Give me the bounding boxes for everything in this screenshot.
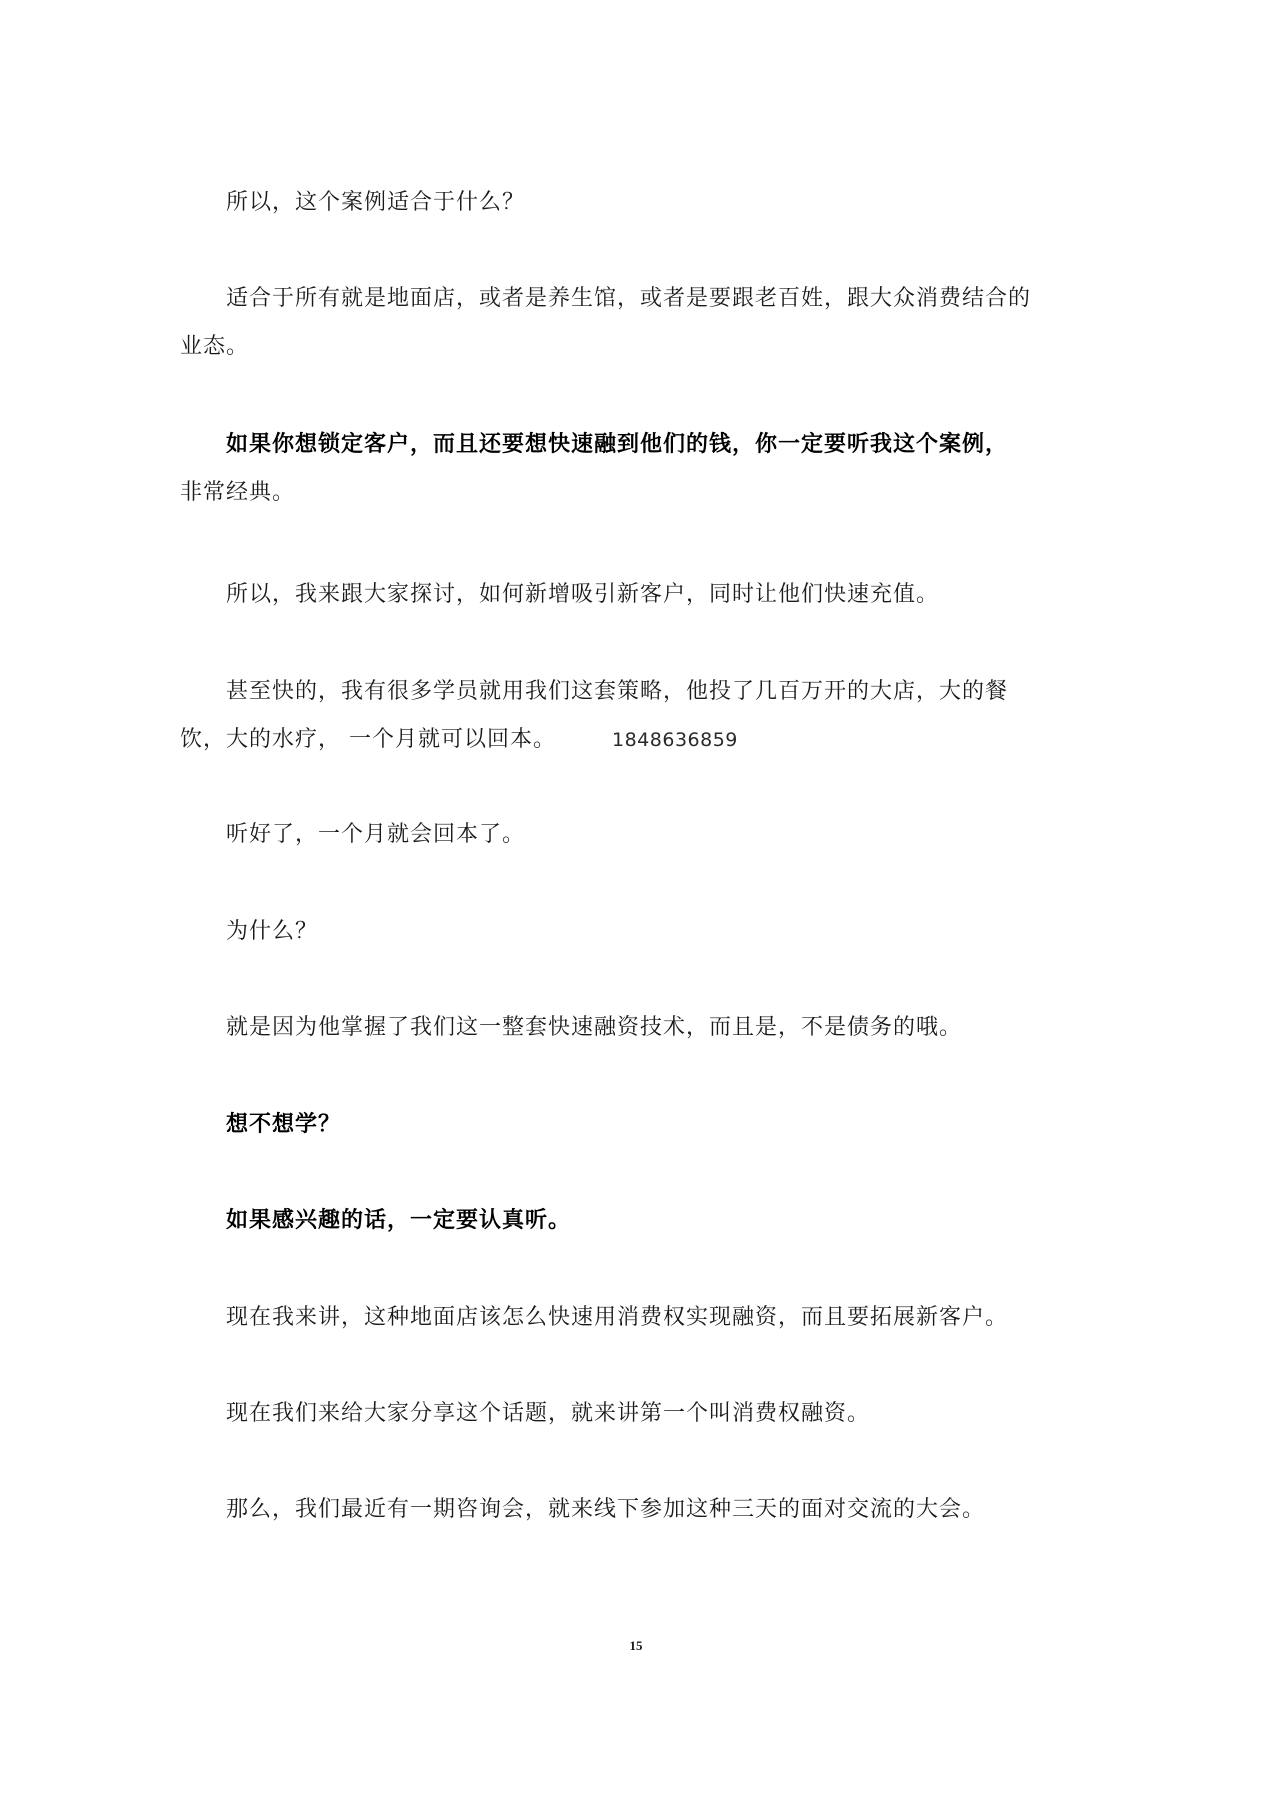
paragraph-text: 所以，这个案例适合于什么？ [226,190,526,215]
paragraph-text: 就是因为他掌握了我们这一整套快速融资技术，而且是，不是债务的哦。 [226,1015,963,1040]
paragraph-text: 现在我们来给大家分享这个话题，就来讲第一个叫消费权融资。 [226,1401,871,1426]
paragraph-5 [180,668,1040,764]
paragraph-text: 甚至快的，我有很多学员就用我们这套策略，他投了几百万开的大店，大的餐饮，大的水疗， 一个月就可以回本。 [180,679,1009,752]
paragraph-2 [180,275,1040,371]
paragraph-text: 那么，我们最近有一期咨询会，就来线下参加这种三天的面对交流的大会。 [226,1497,986,1522]
paragraph-4 [180,571,1040,619]
paragraph-text: 非常经典。 [180,480,296,505]
paragraph-text: 所以，我来跟大家探讨，如何新增吸引新客户，同时让他们快速充值。 [226,582,940,607]
paragraph-text: 如果感兴趣的话，一定要认真听。 [226,1207,572,1233]
paragraph-3-bold [180,420,1040,468]
phone-number: 1848636859 [612,729,738,751]
paragraph-6 [180,811,1040,859]
paragraph-7 [180,908,1040,956]
paragraph-8 [180,1004,1040,1052]
paragraph-13 [180,1486,1040,1534]
paragraph-text: 为什么？ [226,919,319,944]
page-number: 15 [629,1638,643,1653]
paragraph-text: 听好了，一个月就会回本了。 [226,822,526,847]
paragraph-11 [180,1294,1040,1342]
paragraph-9-bold [180,1100,1040,1148]
paragraph-3-continuation [180,469,1040,517]
paragraph-text: 想不想学？ [226,1111,342,1137]
paragraph-12 [180,1390,1040,1438]
paragraph-10-bold [180,1196,1040,1244]
paragraph-1 [180,179,1040,227]
paragraph-text: 如果你想锁定客户，而且还要想快速融到他们的钱，你一定要听我这个案例， [226,431,1009,457]
paragraph-text: 现在我来讲，这种地面店该怎么快速用消费权实现融资，而且要拓展新客户。 [226,1305,1009,1330]
paragraph-text: 适合于所有就是地面店，或者是养生馆，或者是要跟老百姓，跟大众消费结合的业态。 [180,286,1032,359]
